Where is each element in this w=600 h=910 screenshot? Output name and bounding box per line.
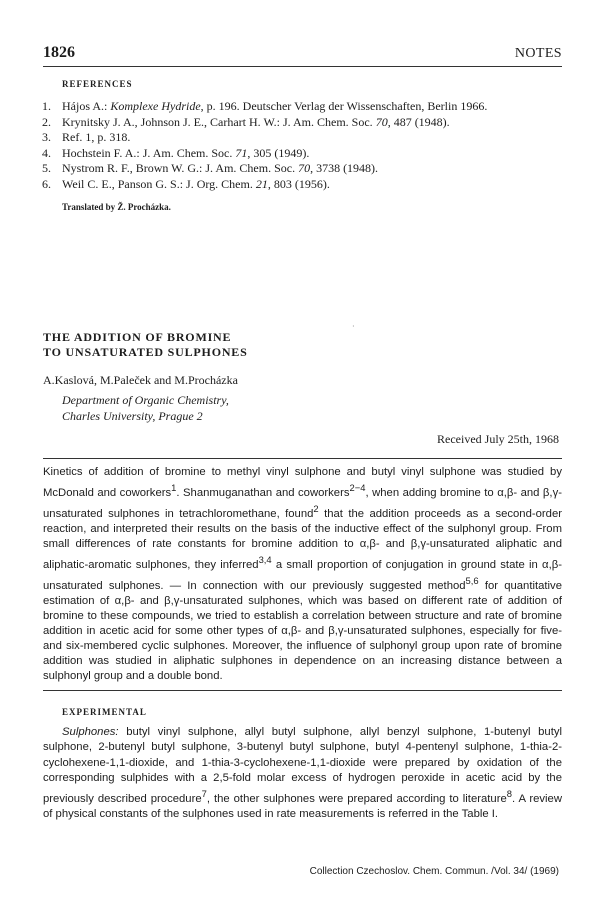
article-title: THE ADDITION OF BROMINE TO UNSATURATED SULPHONES xyxy=(43,330,248,359)
journal-footer: Collection Czechoslov. Chem. Commun. /Vol. 34/ (1969) xyxy=(309,866,559,877)
reference-item: 6. Weil C. E., Panson G. S.: J. Org. Chem. 21, 803 (1956). xyxy=(42,176,330,191)
experimental-heading: EXPERIMENTAL xyxy=(62,707,147,717)
reference-list xyxy=(42,99,487,192)
reference-item: 1. Hájos A.: Komplexe Hydride, p. 196. Deutscher Verlag der Wissenschaften, Berlin 1966. xyxy=(42,99,488,113)
affiliation: Department of Organic Chemistry, Charles University, Prague 2 xyxy=(62,393,229,423)
reference-item: 4. Hochstein F. A.: J. Am. Chem. Soc. 71, 305 (1949). xyxy=(42,145,310,160)
reference-item: 2. Krynitsky J. A., Johnson J. E., Carhart H. W.: J. Am. Chem. Soc. 70, 487 (1948). xyxy=(42,114,450,129)
references-heading: REFERENCES xyxy=(62,79,133,89)
received-date: Received July 25th, 1968 xyxy=(437,432,559,446)
scan-speck: · xyxy=(352,322,355,331)
reference-item: 3. Ref. 1, p. 318. xyxy=(42,130,131,144)
reference-item: 5. Nystrom R. F., Brown W. G.: J. Am. Chem. Soc. 70, 3738 (1948). xyxy=(42,161,379,175)
section-title: NOTES xyxy=(514,46,562,61)
author-list: A.Kaslová, M.Paleček and M.Procházka xyxy=(43,373,238,387)
header-rule xyxy=(43,66,562,67)
experimental-paragraph: Sulphones: butyl vinyl sulphone, allyl butyl sulphone, allyl benzyl sulphone, 1-butenyl butyl sulphone, 2-butenyl butyl sulphone, 3-butenyl butyl sulphone, butyl 4-pentenyl sulphone, 1-thia-2-cyclohexene-1,1-dioxide, and 1-thia-3-cyclohexene-1,1-dioxide were prepared by oxidation of the corresponding sulphides with a 2,5-fold molar excess of hydrogen peroxide in acetic acid by the previously described procedure$^7$, the other sulphones were prepared according to literature$^8$. A review of physical constants of the sulphones used in rate measurements is referred in the Table I. xyxy=(43,726,562,821)
translator-credit: Translated by Ž. Procházka. xyxy=(62,202,171,212)
page-number: 1826 xyxy=(43,44,75,61)
abstract: Kinetics of addition of bromine to methyl vinyl sulphone and butyl vinyl sulphone was studied by McDonald and coworkers$^1$. Shanmuganathan and coworkers$^{2-4}$, when adding bromine to α,β- and β,γ-unsaturated sulphones in tetrachloromethane, found$^2$ that the addition proceeds as a second-order reaction, and interpreted their results on the basis of the inductive effect of the sulphonyl group. From small differences of rate constants for bromine addition to α,β- and β,γ-unsaturated aliphatic and aliphatic-aromatic sulphones, they inferred$^{3,4}$ a small proportion of conjugation in ground state in α,β-unsaturated sulphones. — In connection with our previously suggested method$^{5,6}$ for quantitative estimation of α,β- and β,γ-unsaturated sulphones, which was based on different rate of addition of bromine to these compounds, we tried to establish a correlation between structure and rate of bromine addition in acetic acid for some other types of α,β- and β,γ-unsaturated sulphones, especially for five- and six-membered cyclic sulphones. Moreover, the influence of sulphonyl group upon rate of bromine addition was studied in aliphatic sulphones in dependence on an increasing distance between a sulphonyl group and a double bond. xyxy=(43,458,562,691)
running-header xyxy=(43,44,562,66)
